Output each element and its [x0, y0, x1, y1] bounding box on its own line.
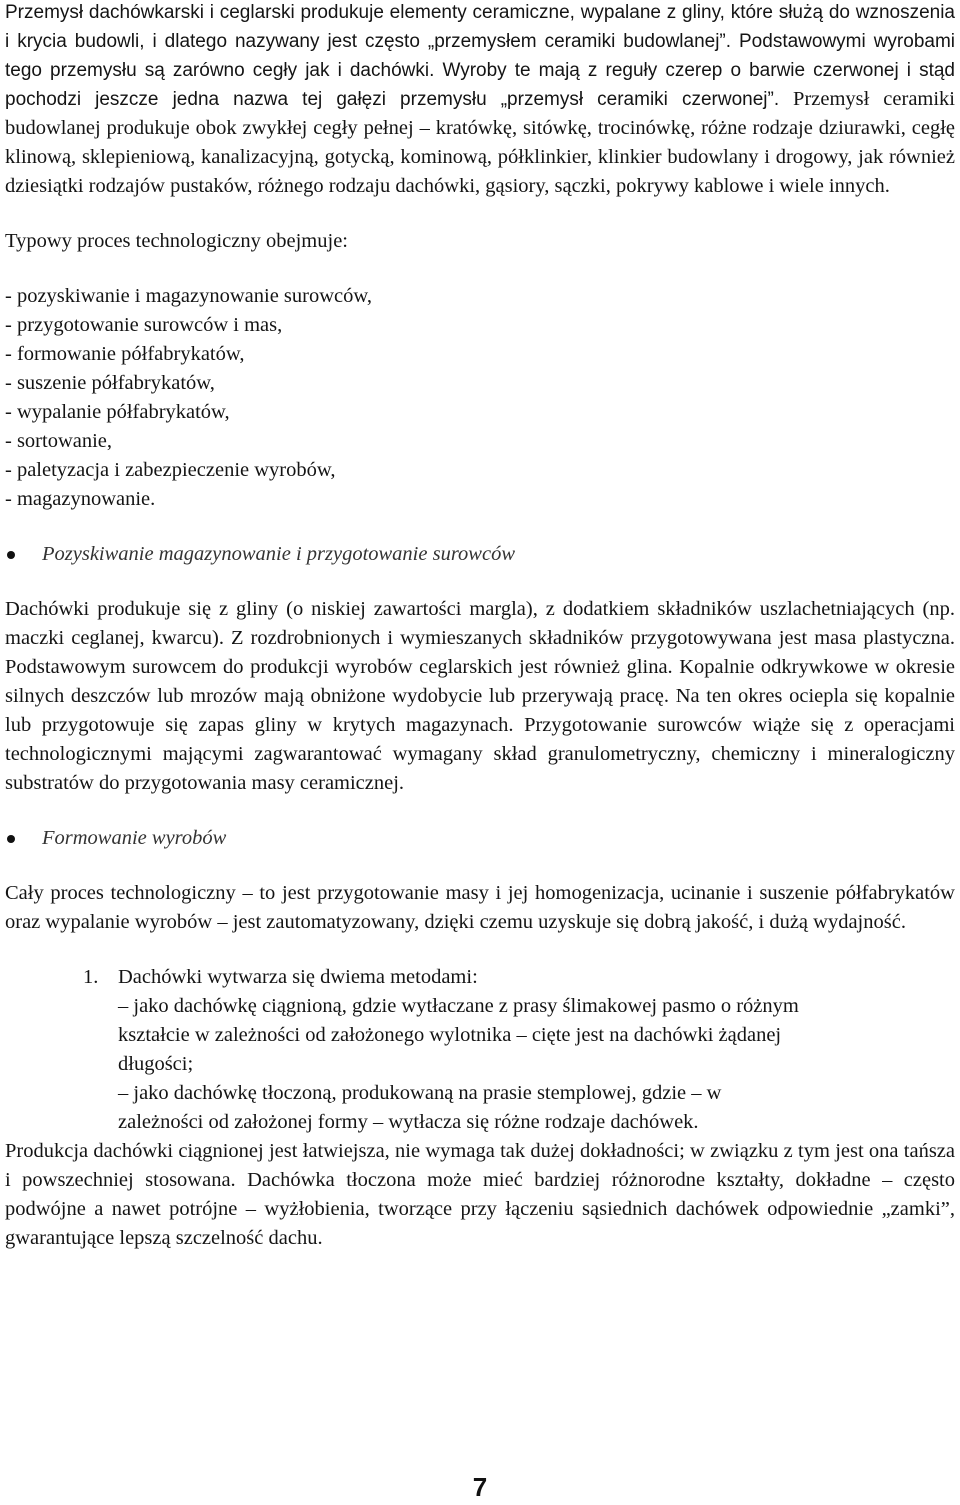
closing-paragraph: Produkcja dachówki ciągnionej jest łatwiejsza, nie wymaga tak dużej dokładności; w związku z tym jest ona tańsza i powszechniej stosowana. Dachówka tłoczona może mieć bardziej różnorodne kształty, dokładne – często podwójne a nawet potrójne – wyżłobienia, tworzące przy łączeniu sąsiednich dachówek odpowiednie „zamki”, gwarantujące lepszą szczelność dachu. — [5, 1140, 955, 1249]
list-item: - paletyzacja i zabezpieczenie wyrobów, — [5, 459, 336, 481]
list-item: - pozyskiwanie i magazynowanie surowców, — [5, 285, 372, 307]
list-item: - suszenie półfabrykatów, — [5, 372, 215, 394]
list-item: - magazynowanie. — [5, 488, 156, 510]
intro-text-a: Przemysł dachówkarski i ceglarski produkuje elementy ceramiczne, wypalane z gliny, które służą do wznoszenia i krycia budowli, i dlatego nazywany jest często „przemysłem ceramiki budowlanej”. Podstawowymi wyrobami tego przemysłu są zarówno cegły jak i dachówki. Wyroby te mają z reguły czerep o barwie czerwonej i stąd pochodzi jeszcze jedna nazwa tej gałęzi przemysłu „przemysł ceramiki czerwonej”. — [5, 2, 955, 110]
methods-line: długości; — [118, 1053, 194, 1075]
bullet-icon — [7, 551, 15, 559]
methods-line: zależności od założonej formy – wytłacza się różne rodzaje dachówek. — [118, 1111, 699, 1133]
methods-line: – jako dachówkę ciągnioną, gdzie wytłaczane z prasy ślimakowej pasmo o różnym — [118, 995, 799, 1017]
list-item: - wypalanie półfabrykatów, — [5, 401, 230, 423]
methods-line: kształcie w zależności od założonego wylotnika – cięte jest na dachówki żądanej — [118, 1024, 782, 1046]
section-heading-raw-materials — [5, 540, 955, 569]
forming-paragraph: Cały proces technologiczny – to jest przygotowanie masy i jej homogenizacja, ucinanie i suszenie półfabrykatów oraz wypalanie wyrobów – jest zautomatyzowany, dzięki czemu uzyskuje się dobrą jakość, i dużą wydajność. — [5, 882, 955, 933]
list-item: - przygotowanie surowców i mas, — [5, 314, 283, 336]
methods-number: 1. — [83, 966, 99, 988]
list-item: - formowanie półfabrykatów, — [5, 343, 245, 365]
raw-materials-paragraph: Dachówki produkuje się z gliny (o niskiej zawartości margla), z dodatkiem składników uszlachetniających (np. maczki ceglanej, kwarcu). Z rozdrobnionych i wymieszanych składników przygotowywana jest masa plastyczna. Podstawowym surowcem do produkcji wyrobów ceglarskich jest również glina. Kopalnie odkrywkowe w okresie silnych deszczów lub mrozów mają obniżone wydobycie lub przerywają pracę. Na ten okres ociepla się kopalnie lub przygotowuje się zapas gliny w krytych magazynach. Przygotowanie surowców wiąże się z operacjami technologicznymi mającymi zagwarantować wymagany skład granulometryczny, chemiczny i mineralogiczny substratów do przygotowania masy ceramicznej. — [5, 598, 955, 794]
page-number: 7 — [472, 1472, 488, 1502]
intro-text-b: Przemysł ceramiki budowlanej produkuje obok zwykłej cegły pełnej – kratówkę, sitówkę, trocinówkę, różne rodzaje dziurawki, cegłę klinową, sklepieniową, kanalizacyjną, gotycką, kominową, półklinkier, klinkier budowlany i drogowy, jak również dziesiątki rodzajów pustaków, różnego rodzaju dachówki, gąsiory, sączki, pokrywy kablowe i wiele innych. — [5, 88, 955, 197]
intro-paragraph — [5, 0, 955, 201]
section-heading-text: Pozyskiwanie magazynowanie i przygotowanie surowców — [42, 543, 515, 565]
methods-title: Dachówki wytwarza się dwiema metodami: — [118, 966, 478, 988]
bullet-icon — [7, 835, 15, 843]
section-heading-forming — [5, 824, 955, 853]
process-steps-list — [5, 282, 955, 514]
process-intro: Typowy proces technologiczny obejmuje: — [5, 230, 348, 252]
section-heading-text: Formowanie wyrobów — [42, 827, 227, 849]
list-item: - sortowanie, — [5, 430, 113, 452]
methods-line: – jako dachówkę tłoczoną, produkowaną na prasie stemplowej, gdzie – w — [118, 1082, 722, 1104]
methods-list — [83, 963, 955, 1137]
methods-item — [83, 963, 955, 992]
document-page — [5, 0, 955, 1253]
